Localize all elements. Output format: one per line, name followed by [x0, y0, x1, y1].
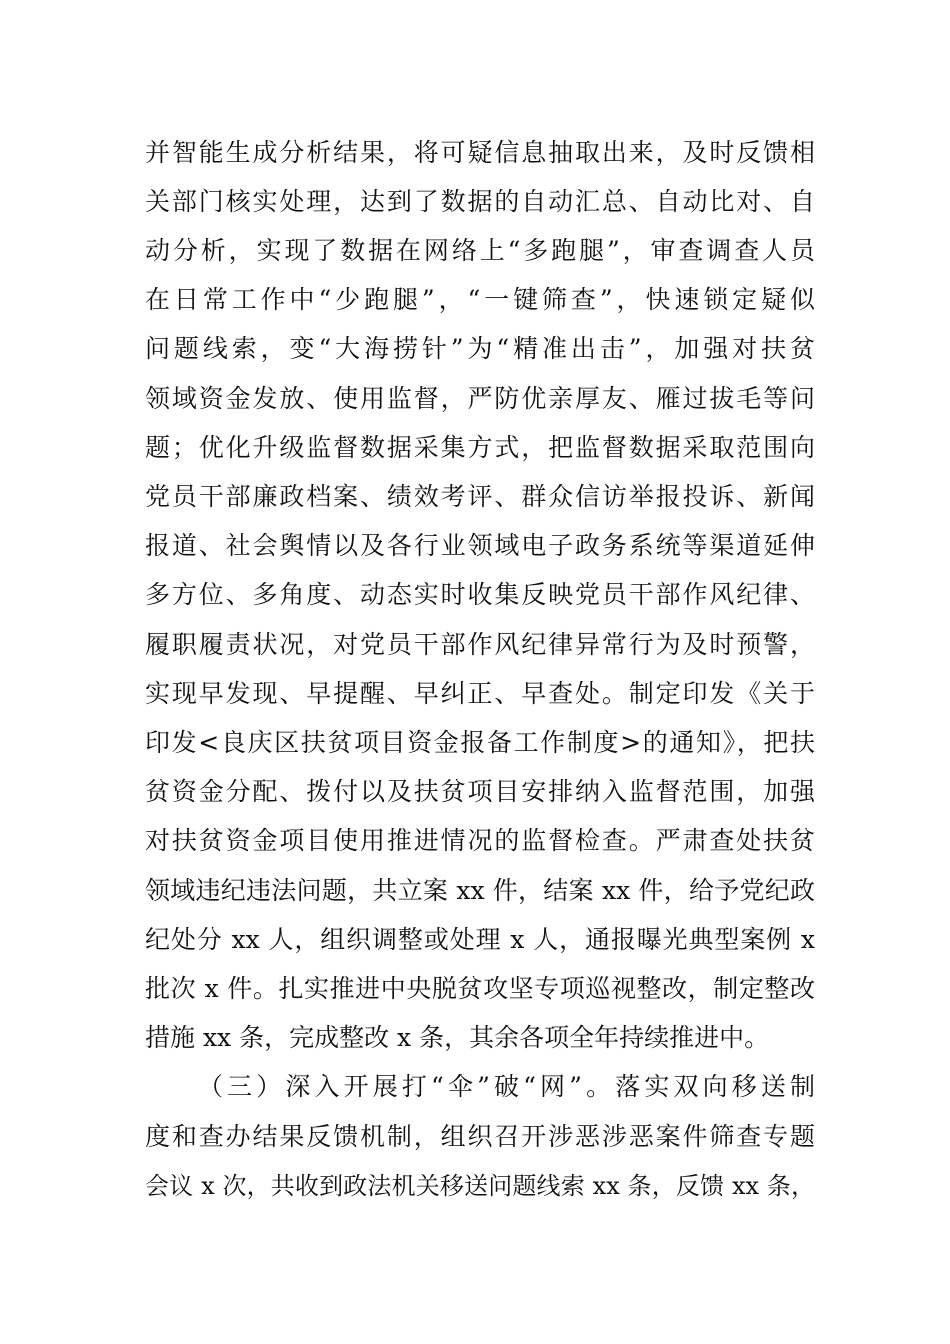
text-line: 领域资金发放、使用监督，严防优亲厚友、雁过拔毛等问 — [145, 384, 815, 413]
text-line: 报道、社会舆情以及各行业领域电子政务系统等渠道延伸 — [145, 531, 815, 560]
text-line: 在日常工作中“少跑腿”，“一键筛查”，快速锁定疑似 — [145, 285, 815, 314]
text-line: 纪处分 xx 人，组织调整或处理 x 人，通报曝光典型案例 x — [145, 925, 815, 954]
text-line: 会议 x 次，共收到政法机关移送问题线索 xx 条，反馈 xx 条， — [145, 1172, 815, 1200]
text-line: 题；优化升级监督数据采集方式，把监督数据采取范围向 — [145, 433, 815, 462]
text-line: 度和查办结果反馈机制，组织召开涉恶涉恶案件筛查专题 — [145, 1122, 815, 1151]
text-line: 党员干部廉政档案、绩效考评、群众信访举报投诉、新闻 — [145, 482, 815, 511]
text-line: 关部门核实处理，达到了数据的自动汇总、自动比对、自 — [145, 187, 815, 216]
text-line: 贫资金分配、拨付以及扶贫项目安排纳入监督范围，加强 — [145, 777, 815, 806]
text-line: 多方位、多角度、动态实时收集反映党员干部作风纪律、 — [145, 580, 815, 609]
text-line: 印发<良庆区扶贫项目资金报备工作制度>的通知》，把扶 — [145, 728, 815, 757]
text-line: 问题线索，变“大海捞针”为“精准出击”，加强对扶贫 — [145, 334, 815, 363]
text-line: 动分析，实现了数据在网络上“多跑腿”，审查调查人员 — [145, 236, 815, 265]
text-line: 履职履责状况，对党员干部作风纪律异常行为及时预警， — [145, 630, 815, 659]
text-line: 领域违纪违法问题，共立案 xx 件，结案 xx 件，给予党纪政 — [145, 876, 815, 905]
text-line: 并智能生成分析结果，将可疑信息抽取出来，及时反馈相 — [145, 138, 815, 167]
text-line: 批次 x 件。扎实推进中央脱贫攻坚专项巡视整改，制定整改 — [145, 974, 815, 1003]
text-line: 措施 xx 条，完成整改 x 条，其余各项全年持续推进中。 — [145, 1023, 770, 1052]
section-heading-line: （三）深入开展打“伞”破“网”。落实双向移送制 — [198, 1072, 815, 1101]
text-line: 实现早发现、早提醒、早纠正、早查处。制定印发《关于 — [145, 679, 815, 708]
text-line: 对扶贫资金项目使用推进情况的监督检查。严肃查处扶贫 — [145, 826, 815, 855]
